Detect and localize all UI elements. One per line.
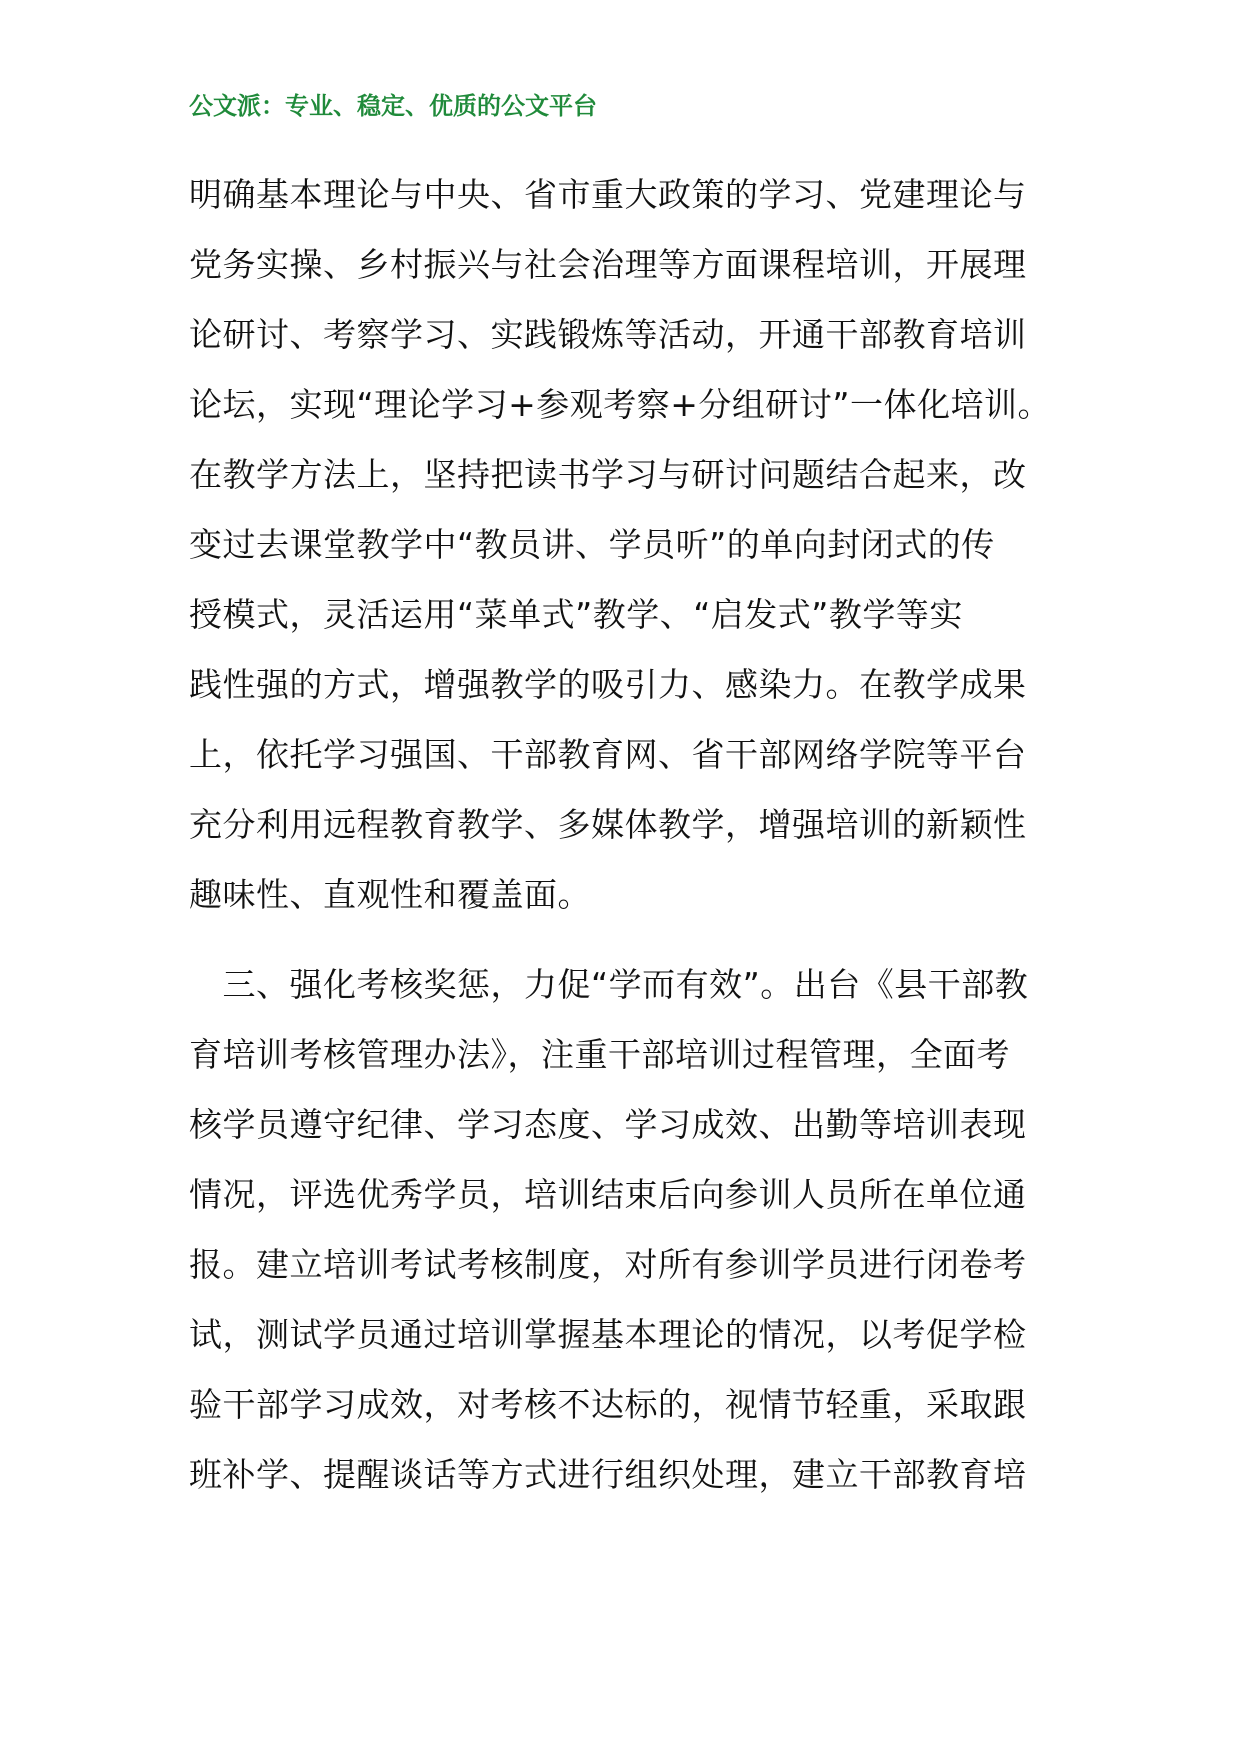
text-line: 三、强化考核奖惩，力促“学而有效”。出台《县干部教 bbox=[189, 965, 1029, 1004]
text-line: 班补学、提醒谈话等方式进行组织处理，建立干部教育培 bbox=[189, 1455, 1027, 1494]
text-line: 育培训考核管理办法》，注重干部培训过程管理，全面考 bbox=[189, 1035, 1010, 1074]
text-line: 践性强的方式，增强教学的吸引力、感染力。在教学成果 bbox=[189, 665, 1027, 704]
text-line: 趣味性、直观性和覆盖面。 bbox=[189, 875, 591, 914]
text-line: 试，测试学员通过培训掌握基本理论的情况，以考促学检 bbox=[189, 1315, 1027, 1354]
text-line: 充分利用远程教育教学、多媒体教学，增强培训的新颖性 bbox=[189, 805, 1027, 844]
text-line: 情况，评选优秀学员，培训结束后向参训人员所在单位通 bbox=[189, 1175, 1027, 1214]
text-line: 党务实操、乡村振兴与社会治理等方面课程培训，开展理 bbox=[189, 245, 1027, 284]
text-line: 授模式，灵活运用“菜单式”教学、“启发式”教学等实 bbox=[189, 595, 963, 634]
text-line: 验干部学习成效，对考核不达标的，视情节轻重，采取跟 bbox=[189, 1385, 1027, 1424]
text-line: 论坛，实现“理论学习+参观考察+分组研讨”一体化培训。 bbox=[189, 385, 1051, 424]
text-line: 明确基本理论与中央、省市重大政策的学习、党建理论与 bbox=[189, 175, 1027, 214]
page-header: 公文派：专业、稳定、优质的公文平台 bbox=[189, 92, 597, 120]
text-line: 上，依托学习强国、干部教育网、省干部网络学院等平台 bbox=[189, 735, 1027, 774]
text-line: 变过去课堂教学中“教员讲、学员听”的单向封闭式的传 bbox=[189, 525, 995, 564]
text-line: 核学员遵守纪律、学习态度、学习成效、出勤等培训表现 bbox=[189, 1105, 1027, 1144]
text-line: 在教学方法上，坚持把读书学习与研讨问题结合起来，改 bbox=[189, 455, 1027, 494]
text-line: 报。建立培训考试考核制度，对所有参训学员进行闭卷考 bbox=[189, 1245, 1027, 1284]
text-line: 论研讨、考察学习、实践锻炼等活动，开通干部教育培训 bbox=[189, 315, 1027, 354]
